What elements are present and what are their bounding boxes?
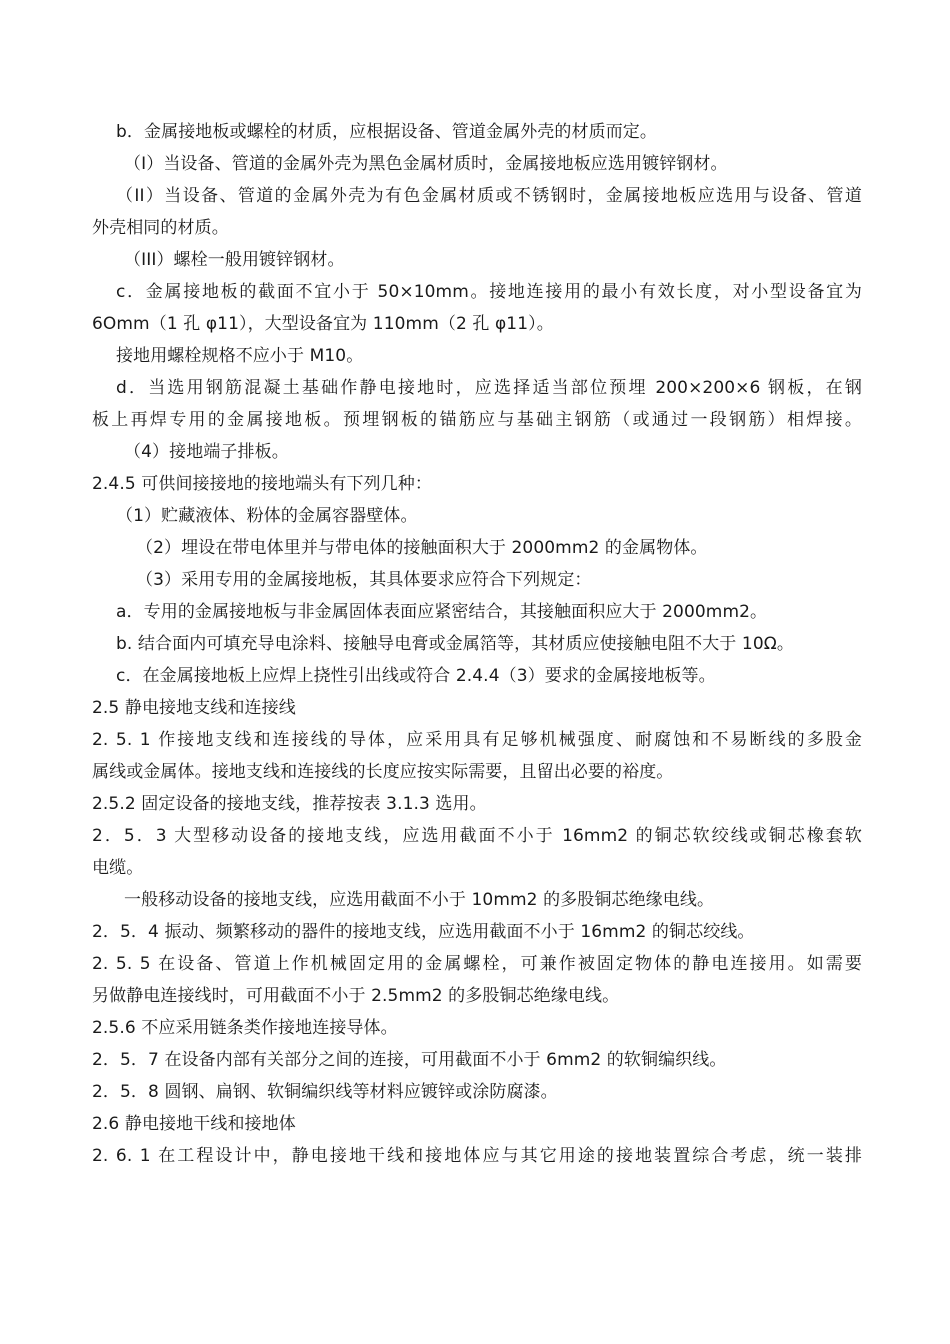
section-heading: 2.5.2 固定设备的接地支线，推荐按表 3.1.3 选用。 (92, 794, 487, 814)
text-line: 另做静电连接线时，可用截面不小于 2.5mm2 的多股铜芯绝缘电线。 (92, 986, 620, 1006)
text-line: （1）贮藏液体、粉体的金属容器壁体。 (116, 506, 418, 526)
text-line: c．金属接地板的截面不宜小于 50×10mm。接地连接用的最小有效长度，对小型设备宜为 (116, 282, 862, 302)
text-line: 2. 5. 1 作接地支线和连接线的导体，应采用具有足够机械强度、耐腐蚀和不易断线的多股金 (92, 730, 862, 750)
text-line: b．金属接地板或螺栓的材质，应根据设备、管道金属外壳的材质而定。 (116, 122, 657, 142)
text-line: （III）螺栓一般用镀锌钢材。 (124, 250, 345, 270)
text-line: （II）当设备、管道的金属外壳为有色金属材质或不锈钢时，金属接地板应选用与设备、管道 (116, 186, 862, 206)
section-heading: 2．5．4 振动、频繁移动的器件的接地支线，应选用截面不小于 16mm2 的铜芯绞线。 (92, 922, 755, 942)
section-heading: 2.5 静电接地支线和连接线 (92, 698, 296, 718)
text-line: c．在金属接地板上应焊上挠性引出线或符合 2.4.4（3）要求的金属接地板等。 (116, 666, 716, 686)
text-line: （4）接地端子排板。 (124, 442, 289, 462)
text-line: 2. 6. 1 在工程设计中，静电接地干线和接地体应与其它用途的接地装置综合考虑，统一装排 (92, 1146, 862, 1166)
text-line: （3）采用专用的金属接地板，其具体要求应符合下列规定： (136, 570, 592, 590)
text-line: 属线或金属体。接地支线和连接线的长度应按实际需要，且留出必要的裕度。 (92, 762, 674, 782)
text-line: a．专用的金属接地板与非金属固体表面应紧密结合，其接触面积应大于 2000mm2。 (116, 602, 768, 622)
text-line: （2）埋设在带电体里并与带电体的接触面积大于 2000mm2 的金属物体。 (136, 538, 708, 558)
text-line: 2. 5. 5 在设备、管道上作机械固定用的金属螺栓，可兼作被固定物体的静电连接用。如需要 (92, 954, 862, 974)
text-line: b. 结合面内可填充导电涂料、接触导电膏或金属箔等，其材质应使接触电阻不大于 10Ω。 (116, 634, 794, 654)
text-line: 2．5．3 大型移动设备的接地支线，应选用截面不小于 16mm2 的铜芯软绞线或铜芯橡套软 (92, 826, 862, 846)
section-heading: 2.4.5 可供间接接地的接地端头有下列几种： (92, 474, 432, 494)
text-line: 一般移动设备的接地支线，应选用截面不小于 10mm2 的多股铜芯绝缘电线。 (124, 890, 715, 910)
section-heading: 2.6 静电接地干线和接地体 (92, 1114, 296, 1134)
text-line: 板上再焊专用的金属接地板。预埋钢板的锚筋应与基础主钢筋（或通过一段钢筋）相焊接。 (92, 410, 862, 430)
section-heading: 2．5．7 在设备内部有关部分之间的连接，可用截面不小于 6mm2 的软铜编织线。 (92, 1050, 727, 1070)
text-line: 接地用螺栓规格不应小于 M10。 (116, 346, 364, 366)
document-body (92, 116, 862, 1172)
text-line: （I）当设备、管道的金属外壳为黑色金属材质时，金属接地板应选用镀锌钢材。 (124, 154, 728, 174)
text-line: 电缆。 (92, 858, 144, 878)
text-line: 外壳相同的材质。 (92, 218, 229, 238)
section-heading: 2．5．8 圆钢、扁钢、软铜编织线等材料应镀锌或涂防腐漆。 (92, 1082, 558, 1102)
text-line: 6Omm（1 孔 φ11），大型设备宜为 110mm（2 孔 φ11）。 (92, 314, 554, 334)
text-line: d．当选用钢筋混凝土基础作静电接地时，应选择适当部位预埋 200×200×6 钢板，在钢 (116, 378, 862, 398)
section-heading: 2.5.6 不应采用链条类作接地连接导体。 (92, 1018, 398, 1038)
